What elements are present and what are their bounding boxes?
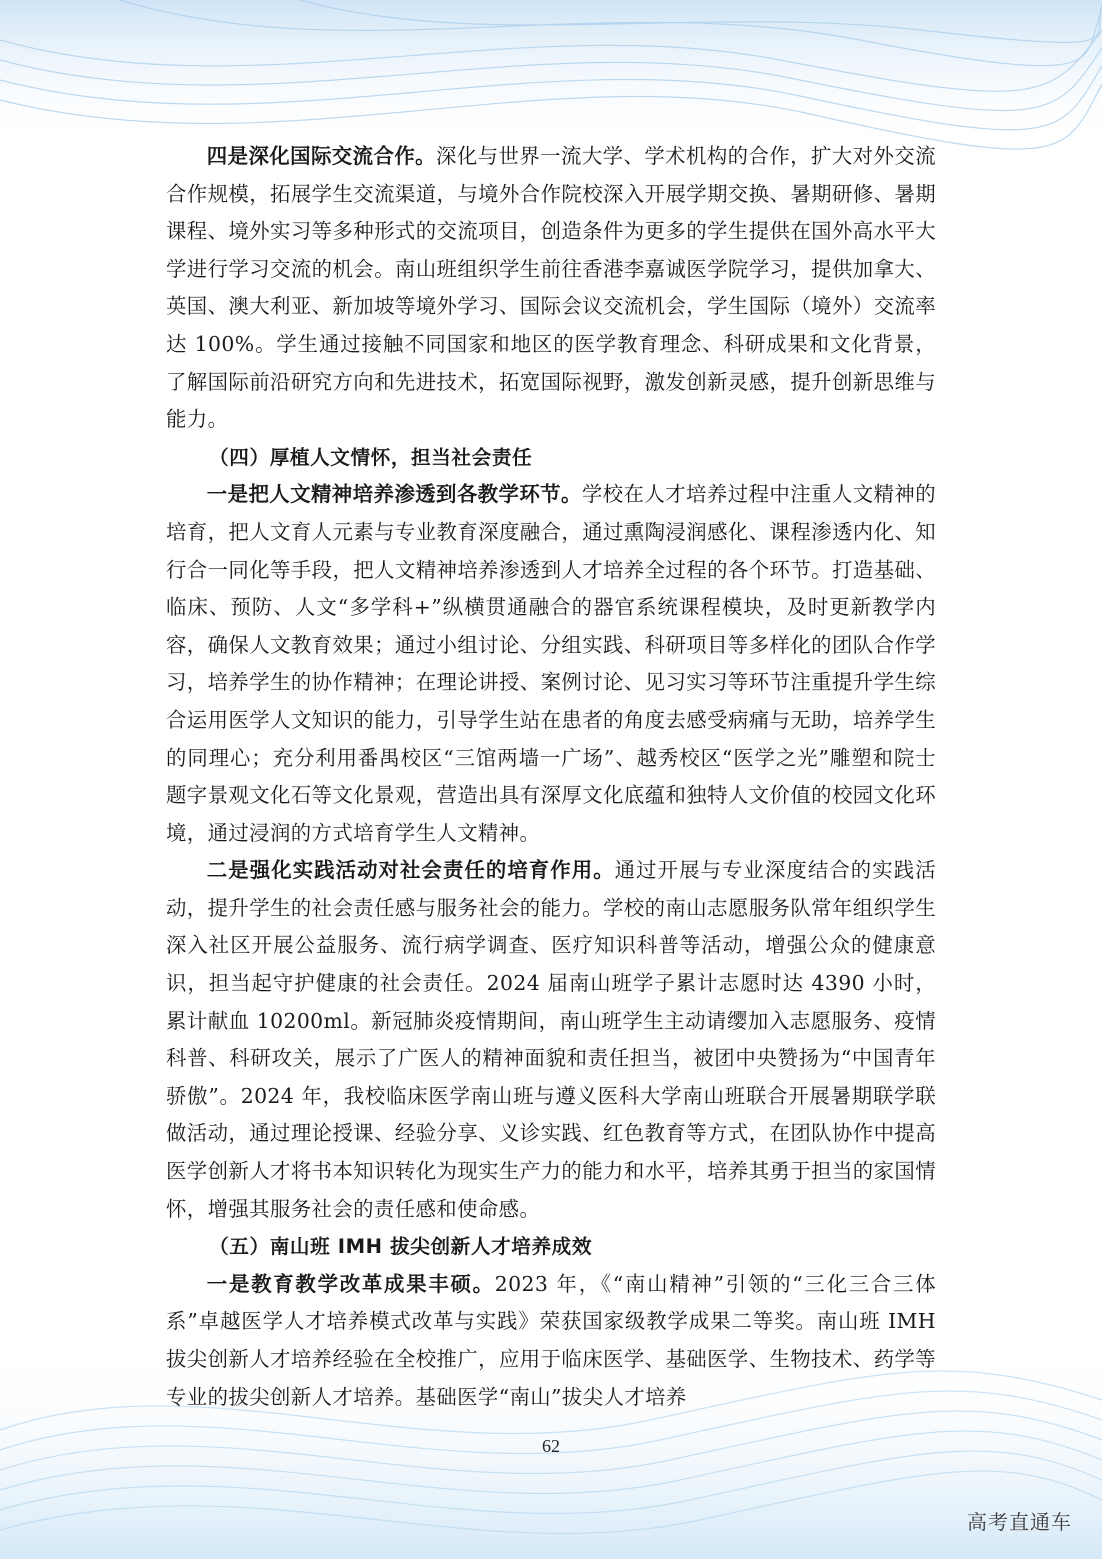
body-paragraph xyxy=(166,1266,936,1416)
section-heading: （四）厚植人文情怀，担当社会责任 xyxy=(209,445,533,469)
body-paragraph xyxy=(166,852,936,1228)
paragraph-text: 学校在人才培养过程中注重人文精神的培育，把人文育人元素与专业教育深度融合，通过熏陶浸润感化、课程渗透内化、知行合一同化等手段，把人文精神培养渗透到人才培养全过程的各个环节。打造基础、临床、预防、人文“多学科+”纵横贯通融合的器官系统课程模块，及时更新教学内容，确保人文教育效果；通过小组讨论、分组实践、科研项目等多样化的团队合作学习，培养学生的协作精神；在理论讲授、案例讨论、见习实习等环节注重提升学生综合运用医学人文知识的能力，引导学生站在患者的角度去感受病痛与无助，培养学生的同理心；充分利用番禺校区“三馆两墙一广场”、越秀校区“医学之光”雕塑和院士题字景观文化石等文化景观，营造出具有深厚文化底蕴和独特人文价值的校园文化环境，通过浸润的方式培育学生人文精神。 xyxy=(166,482,936,845)
document-body xyxy=(166,138,936,1416)
section-heading: （五）南山班 IMH 拔尖创新人才培养成效 xyxy=(209,1235,593,1259)
paragraph-lead: 二是强化实践活动对社会责任的培育作用。 xyxy=(206,858,615,883)
paragraph-lead: 一是教育教学改革成果丰硕。 xyxy=(206,1271,495,1296)
paragraph-text: 通过开展与专业深度结合的实践活动，提升学生的社会责任感与服务社会的能力。学校的南山志愿服务队常年组织学生深入社区开展公益服务、流行病学调查、医疗知识科普等活动，增强公众的健康意识，担当起守护健康的社会责任。2024 届南山班学子累计志愿时达 4390 小时，累计献血 10200ml。新冠肺炎疫情期间，南山班学生主动请缨加入志愿服务、疫情科普、科研攻关，展示了广医人的精神面貌和责任担当，被团中央赞扬为“中国青年骄傲”。2024 年，我校临床医学南山班与遵义医科大学南山班联合开展暑期联学联做活动，通过理论授课、经验分享、义诊实践、红色教育等方式，在团队协作中提高医学创新人才将书本知识转化为现实生产力的能力和水平，培养其勇于担当的家国情怀，增强其服务社会的责任感和使命感。 xyxy=(166,858,936,1221)
page-number: 62 xyxy=(542,1436,560,1456)
paragraph-text: 2023 年，《“南山精神”引领的“三化三合三体系”卓越医学人才培养模式改革与实践》荣获国家级教学成果二等奖。南山班 IMH 拔尖创新人才培养经验在全校推广，应用于临床医学、基础医学、生物技术、药学等专业的拔尖创新人才培养。基础医学“南山”拔尖人才培养 xyxy=(166,1271,936,1409)
watermark: 高考直通车 xyxy=(967,1510,1072,1534)
paragraph-lead: 一是把人文精神培养渗透到各教学环节。 xyxy=(206,482,582,507)
body-paragraph xyxy=(166,138,936,439)
paragraph-text: 深化与世界一流大学、学术机构的合作，扩大对外交流合作规模，拓展学生交流渠道，与境外合作院校深入开展学期交换、暑期研修、暑期课程、境外实习等多种形式的交流项目，创造条件为更多的学生提供在国外高水平大学进行学习交流的机会。南山班组织学生前往香港李嘉诚医学院学习，提供加拿大、英国、澳大利亚、新加坡等境外学习、国际会议交流机会，学生国际（境外）交流率达 100%。学生通过接触不同国家和地区的医学教育理念、科研成果和文化背景，了解国际前沿研究方向和先进技术，拓宽国际视野，激发创新灵感，提升创新思维与能力。 xyxy=(166,144,936,432)
paragraph-lead: 四是深化国际交流合作。 xyxy=(206,144,436,168)
body-paragraph xyxy=(166,476,936,852)
